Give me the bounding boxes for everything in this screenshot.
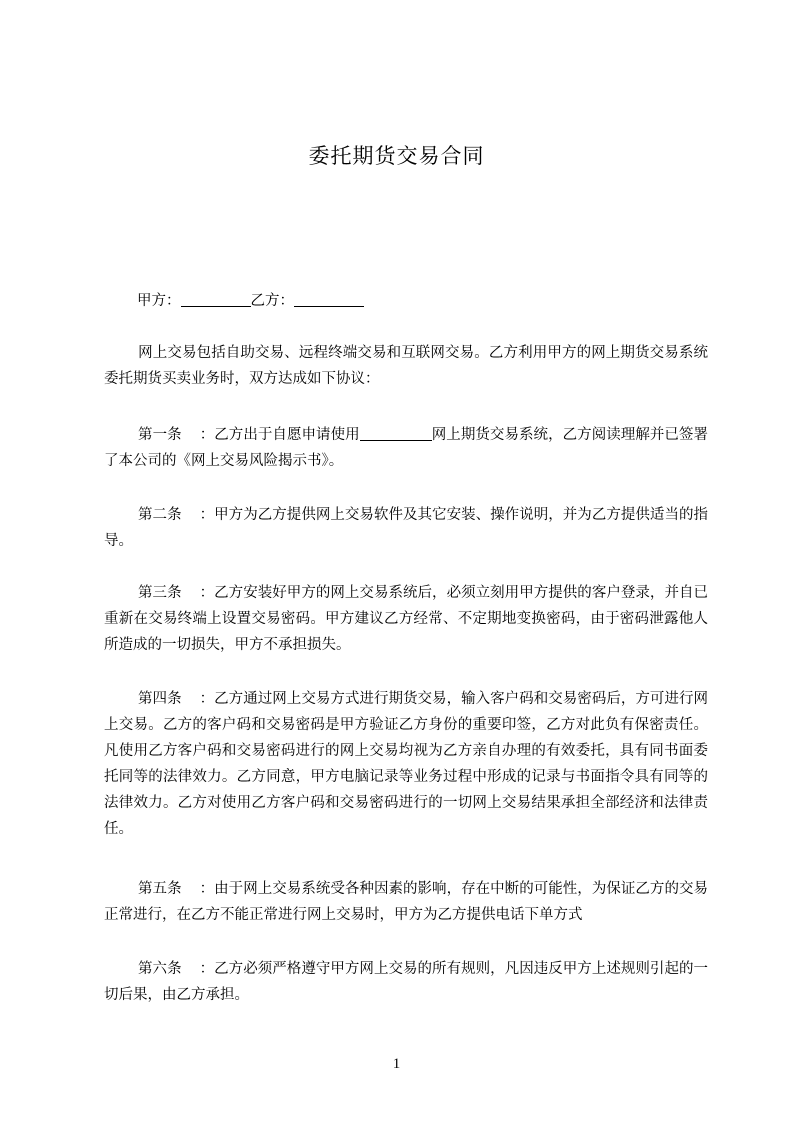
article-label: 第六条 (138, 961, 182, 977)
article-1 (104, 422, 708, 474)
article-2 (104, 502, 708, 554)
article-text: ：乙方通过网上交易方式进行期货交易，输入客户码和交易密码后，方可进行网上交易。乙方的客户码和交易密码是甲方验证乙方身份的重要印签，乙方对此负有保密责任。凡使用乙方客户码和交易密码进行的网上交易均视为乙方亲自办理的有效委托，具有同书面委托同等的法律效力。乙方同意，甲方电脑记录等业务过程中形成的记录与书面指令具有同等的法律效力。乙方对使用乙方客户码和交易密码进行的一切网上交易结果承担全部经济和法律责任。 (104, 691, 709, 837)
party-line (137, 290, 364, 312)
article-6 (104, 956, 708, 1008)
party-a-blank (181, 290, 251, 307)
article-4 (104, 686, 708, 842)
system-name-blank (360, 424, 432, 441)
article-text: ：乙方安装好甲方的网上交易系统后，必须立刻用甲方提供的客户登录，并自已重新在交易终端上设置交易密码。甲方建议乙方经常、不定期地变换密码，由于密码泄露他人所造成的一切损失，甲方不承担损失。 (104, 585, 709, 653)
article-label: 第三条 (138, 585, 182, 601)
article-text: ：乙方必须严格遵守甲方网上交易的所有规则，凡因违反甲方上述规则引起的一切后果，由乙方承担。 (104, 961, 709, 1003)
party-a-label: 甲方： (137, 293, 181, 309)
party-b-blank (294, 290, 364, 307)
article-label: 第一条 (138, 427, 182, 443)
article-label: 第二条 (138, 507, 182, 523)
article-3 (104, 580, 708, 658)
article-text: ：甲方为乙方提供网上交易软件及其它安装、操作说明，并为乙方提供适当的指导。 (104, 507, 709, 549)
party-b-label: 乙方： (250, 293, 294, 309)
page-title: 委托期货交易合同 (308, 144, 485, 168)
article-5 (104, 876, 708, 928)
intro-text: 网上交易包括自助交易、远程终端交易和互联网交易。乙方利用甲方的网上期货交易系统委托期货买卖业务时，双方达成如下协议： (104, 345, 708, 387)
article-label: 第四条 (138, 691, 182, 707)
article-text: ：乙方出于自愿申请使用 (199, 427, 360, 443)
page-number: 1 (392, 1056, 401, 1072)
article-text: ：由于网上交易系统受各种因素的影响，存在中断的可能性，为保证乙方的交易正常进行，在乙方不能正常进行网上交易时，甲方为乙方提供电话下单方式 (104, 881, 709, 923)
intro-paragraph (104, 340, 708, 392)
article-text: 网上期货交易系统，乙方阅读理解并已签署了本公司的《网上交易风险揭示书》。 (104, 427, 709, 469)
article-label: 第五条 (138, 881, 182, 897)
